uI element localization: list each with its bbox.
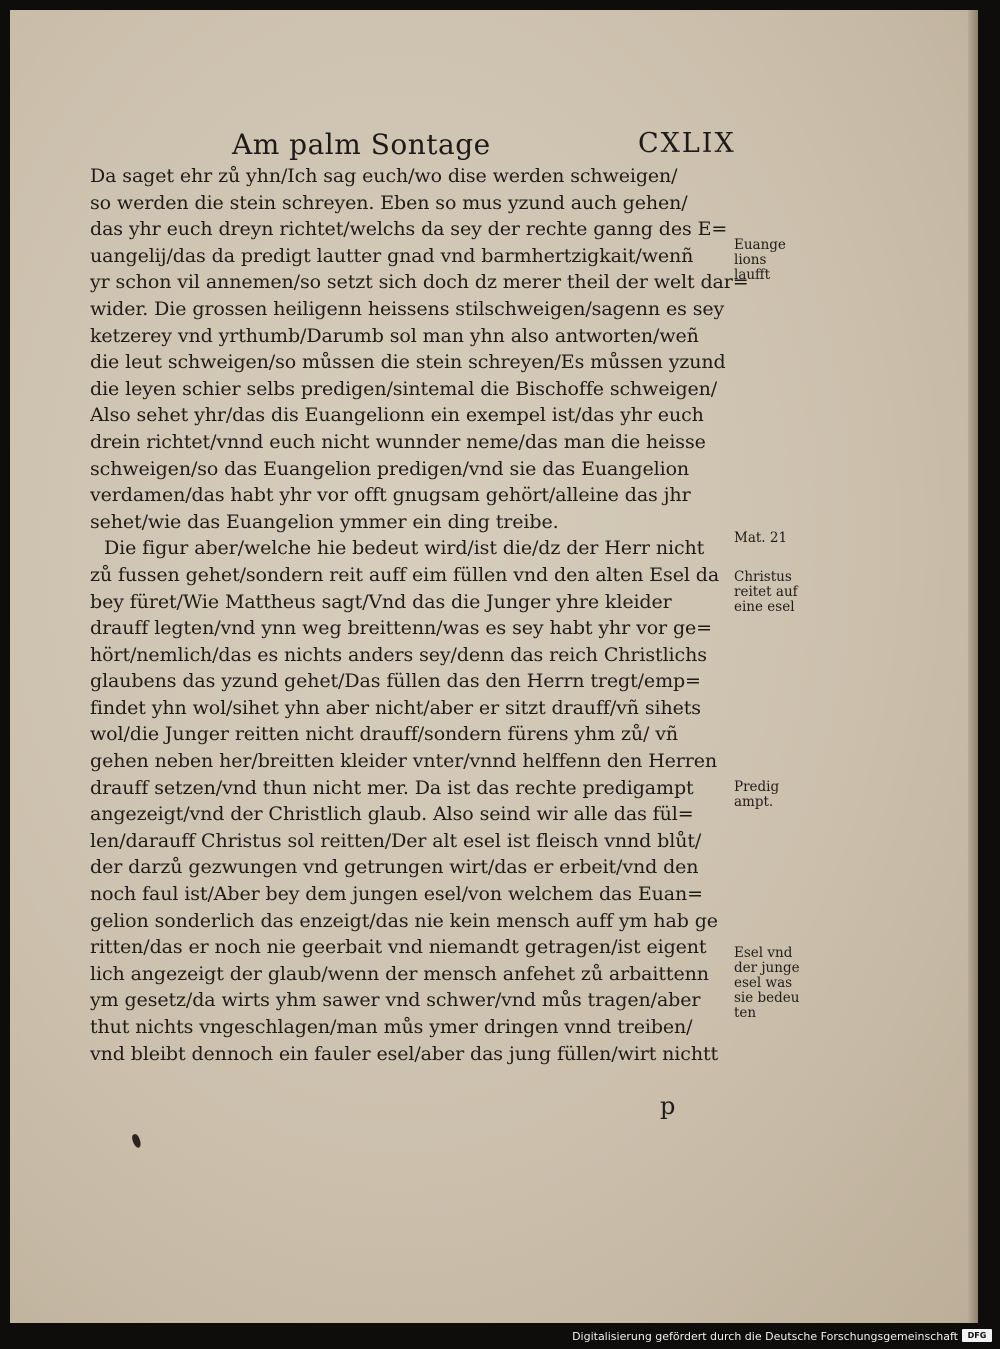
marginal-note-christus-reitet: Christus reitet auf eine esel bbox=[734, 569, 798, 615]
text-line: hört/nemlich/das es nichts anders sey/denn das reich Christlichs bbox=[90, 643, 707, 666]
text-line: bey füret/Wie Mattheus sagt/Vnd das die Junger yhre kleider bbox=[90, 590, 672, 613]
text-line: findet yhn wol/sihet yhn aber nicht/aber er sitzt drauff/vñ sihets bbox=[90, 696, 701, 719]
footer-bar bbox=[0, 1323, 1000, 1349]
book-page bbox=[10, 10, 978, 1323]
page-edge bbox=[968, 10, 978, 1323]
signature-mark: p bbox=[660, 1092, 676, 1120]
text-line: sehet/wie das Euangelion ymmer ein ding treibe. bbox=[90, 510, 559, 533]
text-line: drauff legten/vnd ynn weg breittenn/was es sey habt yhr vor ge= bbox=[90, 617, 712, 640]
text-line: wider. Die grossen heiligenn heissens stilschweigen/sagenn es sey bbox=[90, 297, 725, 320]
text-line: Also sehet yhr/das dis Euangelionn ein exempel ist/das yhr euch bbox=[90, 404, 704, 427]
marginal-note-esel-junge: Esel vnd der junge esel was sie bedeu ten bbox=[734, 945, 800, 1021]
text-line: thut nichts vngeschlagen/man můs ymer dringen vnnd treiben/ bbox=[90, 1016, 693, 1038]
text-line: vnd bleibt dennoch ein fauler esel/aber das jung füllen/wirt nichtt bbox=[90, 1042, 719, 1065]
main-text-block bbox=[90, 163, 750, 1067]
text-line: drein richtet/vnnd euch nicht wunnder neme/das man die heisse bbox=[90, 430, 706, 453]
text-line: yr schon vil annemen/so setzt sich doch dz merer theil der welt dar= bbox=[90, 271, 749, 294]
text-line: ritten/das er noch nie geerbait vnd niemandt getragen/ist eigent bbox=[90, 936, 707, 959]
text-line: wol/die Junger reitten nicht drauff/sondern fürens yhm zů/ vñ bbox=[90, 723, 679, 746]
running-head bbox=[10, 128, 978, 168]
text-line: glaubens das yzund gehet/Das füllen das den Herrn tregt/emp= bbox=[90, 670, 701, 693]
text-line: schweigen/so das Euangelion predigen/vnd sie das Euangelion bbox=[90, 457, 690, 480]
text-line: Die figur aber/welche hie bedeut wird/ist die/dz der Herr nicht bbox=[104, 537, 705, 560]
text-line: noch faul ist/Aber bey dem jungen esel/von welchem das Euan= bbox=[90, 883, 703, 906]
text-line: drauff setzen/vnd thun nicht mer. Da ist das rechte predigampt bbox=[90, 776, 694, 799]
text-line: uangelij/das da predigt lautter gnad vnd barmhertzigkait/wenñ bbox=[90, 244, 694, 267]
text-line: ketzerey vnd yrthumb/Darumb sol man yhn also antworten/weñ bbox=[90, 324, 699, 347]
funding-credit: Digitalisierung gefördert durch die Deutsche Forschungsgemeinschaft bbox=[572, 1330, 958, 1343]
running-head-title: Am palm Sontage bbox=[232, 128, 491, 161]
text-line: der darzů gezwungen vnd getrungen wirt/das er erbeit/vnd den bbox=[90, 856, 699, 879]
text-line: die leyen schier selbs predigen/sintemal die Bischoffe schweigen/ bbox=[90, 377, 718, 400]
text-line: verdamen/das habt yhr vor offt gnugsam gehört/alleine das jhr bbox=[90, 484, 691, 507]
text-line: das yhr euch dreyn richtet/welchs da sey der rechte ganng des E= bbox=[90, 218, 728, 241]
ink-spot bbox=[131, 1133, 142, 1149]
text-line: gehen neben her/breitten kleider vnter/vnnd helffenn den Herren bbox=[90, 750, 718, 773]
text-line: Da saget ehr zů yhn/Ich sag euch/wo dise werden schweigen/ bbox=[90, 165, 678, 187]
text-line: die leut schweigen/so můssen die stein schreyen/Es můssen yzund bbox=[90, 351, 726, 374]
text-line: angezeigt/vnd der Christlich glaub. Also seind wir alle das fül= bbox=[90, 803, 694, 826]
dfg-logo-icon: DFG bbox=[962, 1329, 992, 1342]
marginal-note-mat-21: Mat. 21 bbox=[734, 530, 788, 546]
text-line: so werden die stein schreyen. Eben so mus yzund auch gehen/ bbox=[90, 191, 688, 214]
text-line: len/darauff Christus sol reitten/Der alt esel ist fleisch vnnd blůt/ bbox=[90, 829, 702, 852]
text-line: zů fussen gehet/sondern reit auff eim füllen vnd den alten Esel da bbox=[90, 563, 720, 586]
text-line: gelion sonderlich das enzeigt/das nie kein mensch auff ym hab ge bbox=[90, 909, 718, 932]
marginal-note-predigampt: Predig ampt. bbox=[734, 779, 780, 810]
folio-number: CXLIX bbox=[638, 128, 736, 159]
text-line: lich angezeigt der glaub/wenn der mensch anfehet zů arbaittenn bbox=[90, 962, 709, 985]
marginal-note-euangelions-laufft: Euange lions laufft bbox=[734, 237, 786, 283]
text-line: ym gesetz/da wirts yhm sawer vnd schwer/vnd můs tragen/aber bbox=[90, 989, 701, 1012]
